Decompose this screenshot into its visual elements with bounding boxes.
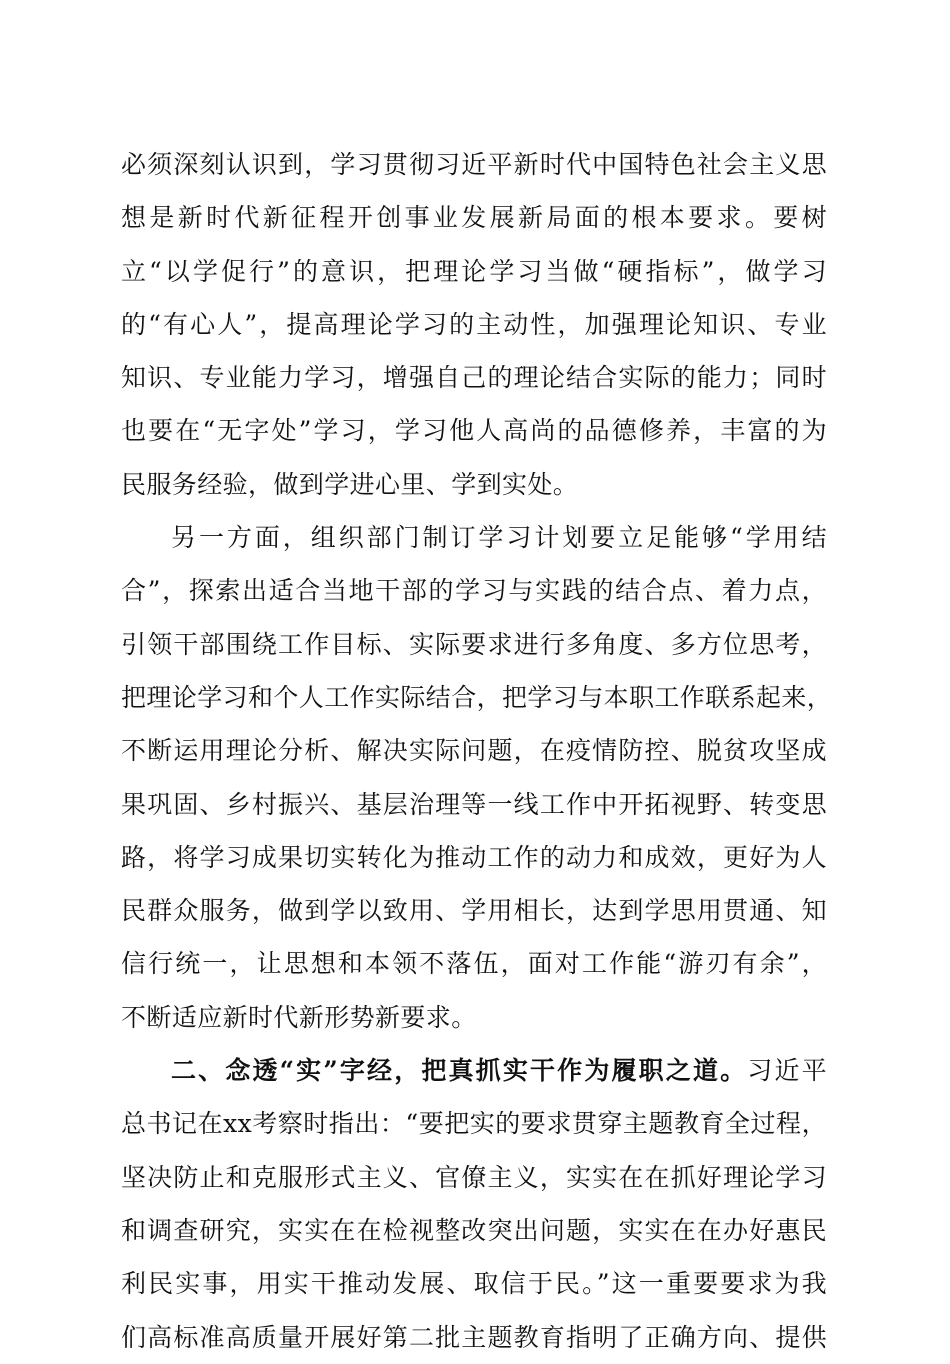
paragraph-line: 果巩固、乡村振兴、基层治理等一线工作中开拓视野、转变思 [121, 789, 827, 819]
paragraph-line: 不断运用理论分析、解决实际问题，在疫情防控、脱贫攻坚成 [121, 736, 827, 766]
paragraph-line: 民群众服务，做到学以致用、学用相长，达到学思用贯通、知 [121, 896, 827, 926]
paragraph-line: 总书记在xx考察时指出：“要把实的要求贯穿主题教育全过程， [121, 1109, 827, 1139]
paragraph-line: 想是新时代新征程开创事业发展新局面的根本要求。要树 [121, 203, 827, 233]
paragraph-line: 不断适应新时代新形势新要求。 [121, 1002, 477, 1032]
paragraph-line: 路，将学习成果切实转化为推动工作的动力和成效，更好为人 [121, 842, 827, 872]
paragraph-line: 的“有心人”，提高理论学习的主动性，加强理论知识、专业 [121, 309, 827, 339]
paragraph-line: 坚决防止和克服形式主义、官僚主义，实实在在抓好理论学习 [121, 1162, 827, 1192]
paragraph-line: 们高标准高质量开展好第二批主题教育指明了正确方向、提供 [121, 1322, 827, 1352]
paragraph-line: 利民实事，用实干推动发展、取信于民。”这一重要要求为我 [121, 1269, 827, 1299]
paragraph-line: 也要在“无字处”学习，学习他人高尚的品德修养，丰富的为 [121, 416, 827, 446]
paragraph-line: 必须深刻认识到，学习贯彻习近平新时代中国特色社会主义思 [121, 150, 827, 179]
section-heading: 二、念透“实”字经，把真抓实干作为履职之道。 [171, 1056, 748, 1086]
paragraph-line: 立“以学促行”的意识，把理论学习当做“硬指标”，做学习 [121, 256, 827, 286]
section-heading-continuation: 习近平 [747, 1056, 828, 1086]
paragraph-line: 民服务经验，做到学进心里、学到实处。 [121, 469, 579, 499]
paragraph-line: 把理论学习和个人工作实际结合，把学习与本职工作联系起来， [121, 682, 833, 712]
section-heading-line [121, 1044, 827, 1097]
paragraph-line: 和调查研究，实实在在检视整改突出问题，实实在在办好惠民 [121, 1215, 827, 1245]
paragraph-line: 合”，探索出适合当地干部的学习与实践的结合点、着力点， [121, 576, 827, 606]
document-body [121, 138, 833, 1364]
paragraph-line: 信行统一，让思想和本领不落伍，面对工作能“游刃有余”， [121, 949, 827, 979]
paragraph-line: 知识、专业能力学习，增强自己的理论结合实际的能力；同时 [121, 363, 827, 393]
paragraph-line: 引领干部围绕工作目标、实际要求进行多角度、多方位思考， [121, 629, 827, 659]
paragraph-line: 另一方面，组织部门制订学习计划要立足能够“学用结 [171, 523, 827, 553]
